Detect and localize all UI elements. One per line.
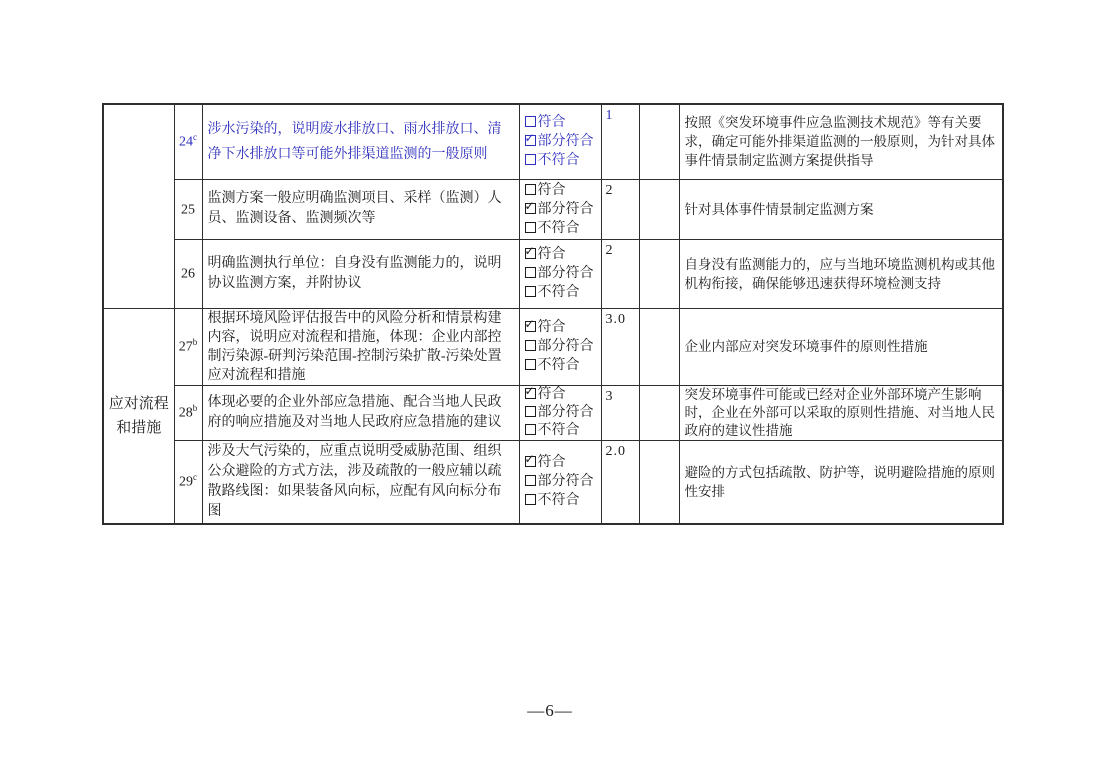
category-cell: 应对流程和措施: [103, 308, 174, 524]
row-number-text: 26: [181, 266, 195, 282]
checkbox-conform-icon: [525, 456, 536, 467]
option-partial-conform: [525, 264, 601, 283]
option-label: 部分符合: [537, 404, 594, 420]
option-nonconform: [525, 219, 601, 238]
row-number-text: 29: [179, 474, 193, 490]
score-value: 3: [601, 385, 639, 440]
option-label: 不符合: [537, 493, 580, 508]
compliance-checkbox-group: [519, 308, 601, 385]
checkbox-partial-conform-icon: [525, 406, 536, 417]
remark-text: 企业内部应对突发环境事件的原则性措施: [679, 308, 1003, 385]
checkbox-conform-icon: [525, 388, 536, 399]
checkbox-nonconform-icon: [525, 424, 536, 435]
option-conform: [525, 181, 601, 200]
option-nonconform: [525, 151, 601, 170]
option-conform: [525, 113, 601, 132]
option-label: 不符合: [537, 153, 580, 169]
checkbox-nonconform-icon: [525, 286, 536, 297]
checkbox-partial-conform-icon: [525, 340, 536, 351]
row-number: [174, 179, 202, 239]
row-number-superscript: b: [192, 403, 198, 414]
option-label: 部分符合: [537, 474, 594, 489]
row-number: [174, 385, 202, 440]
empty-cell: [639, 179, 679, 239]
option-label: 不符合: [537, 422, 580, 438]
option-label: 符合: [537, 455, 566, 470]
table-row: [103, 308, 1003, 385]
empty-cell: [639, 239, 679, 308]
item-description: 根据环境风险评估报告中的风险分析和情景构建内容，说明应对流程和措施，体现：企业内部控制污染源-研判污染范围-控制污染扩散-污染处置应对流程和措施: [202, 308, 519, 385]
option-conform: [525, 453, 601, 472]
option-label: 部分符合: [537, 339, 594, 354]
option-partial-conform: [525, 472, 601, 491]
item-description: 涉及大气污染的，应重点说明受威胁范围、组织公众避险的方式方法，涉及疏散的一般应辅以疏散路线图：如果装备风向标，应配有风向标分布图: [202, 440, 519, 524]
table-row: [103, 440, 1003, 524]
row-number-superscript: c: [193, 472, 197, 483]
option-partial-conform: [525, 200, 601, 219]
option-partial-conform: [525, 337, 601, 356]
compliance-checkbox-group: [519, 104, 601, 179]
checkbox-conform-icon: [525, 248, 536, 259]
empty-cell: [639, 440, 679, 524]
table-row: [103, 239, 1003, 308]
checkbox-conform-icon: [525, 116, 536, 127]
row-number-superscript: c: [193, 132, 197, 143]
option-label: 符合: [537, 182, 566, 198]
option-label: 符合: [537, 115, 566, 131]
checkbox-conform-icon: [525, 321, 536, 332]
score-value: 3.0: [601, 308, 639, 385]
option-nonconform: [525, 356, 601, 375]
evaluation-table: [102, 103, 1004, 525]
remark-text: 避险的方式包括疏散、防护等，说明避险措施的原则性安排: [679, 440, 1003, 524]
option-conform: [525, 245, 601, 264]
option-partial-conform: [525, 132, 601, 151]
checkbox-conform-icon: [525, 184, 536, 195]
item-description: 监测方案一般应明确监测项目、采样（监测）人员、监测设备、监测频次等: [202, 179, 519, 239]
score-value: 1: [601, 104, 639, 179]
remark-text: 针对具体事件情景制定监测方案: [679, 179, 1003, 239]
empty-cell: [639, 308, 679, 385]
item-description: 明确监测执行单位：自身没有监测能力的，说明协议监测方案，并附协议: [202, 239, 519, 308]
remark-text: 按照《突发环境事件应急监测技术规范》等有关要求，确定可能外排渠道监测的一般原则，为针对具体事件情景制定监测方案提供指导: [679, 104, 1003, 179]
checkbox-partial-conform-icon: [525, 203, 536, 214]
option-nonconform: [525, 491, 601, 510]
row-number-text: 27: [178, 339, 193, 355]
option-label: 不符合: [537, 358, 580, 373]
checkbox-partial-conform-icon: [525, 135, 536, 146]
item-description: 体现必要的企业外部应急措施、配合当地人民政府的响应措施及对当地人民政府应急措施的建议: [202, 385, 519, 440]
option-label: 不符合: [537, 285, 580, 300]
option-conform: [525, 318, 601, 337]
row-number: [174, 104, 202, 179]
option-label: 符合: [537, 247, 566, 262]
score-value: 2: [601, 179, 639, 239]
option-nonconform: [525, 283, 601, 302]
row-number: [174, 308, 202, 385]
checkbox-nonconform-icon: [525, 154, 536, 165]
option-conform: [525, 386, 601, 404]
option-label: 符合: [537, 320, 566, 335]
row-number-text: 25: [181, 202, 195, 218]
checkbox-partial-conform-icon: [525, 267, 536, 278]
compliance-checkbox-group: [519, 440, 601, 524]
option-label: 部分符合: [537, 266, 594, 281]
checkbox-nonconform-icon: [525, 222, 536, 233]
empty-cell: [639, 385, 679, 440]
compliance-checkbox-group: [519, 239, 601, 308]
evaluation-table-wrap: [102, 103, 1004, 525]
option-label: 符合: [537, 386, 566, 402]
score-value: 2: [601, 239, 639, 308]
option-label: 不符合: [537, 220, 580, 236]
row-number-text: 28: [178, 405, 193, 421]
checkbox-partial-conform-icon: [525, 475, 536, 486]
table-row: [103, 385, 1003, 440]
row-number-text: 24: [179, 135, 193, 151]
option-label: 部分符合: [537, 134, 594, 150]
row-number: [174, 440, 202, 524]
table-row: [103, 179, 1003, 239]
category-cell-continued: [103, 104, 174, 308]
option-nonconform: [525, 422, 601, 440]
item-description: 涉水污染的，说明废水排放口、雨水排放口、清净下水排放口等可能外排渠道监测的一般原则: [202, 104, 519, 179]
score-value: 2.0: [601, 440, 639, 524]
checkbox-nonconform-icon: [525, 494, 536, 505]
table-row: [103, 104, 1003, 179]
empty-cell: [639, 104, 679, 179]
compliance-checkbox-group: [519, 179, 601, 239]
option-label: 部分符合: [537, 201, 594, 217]
compliance-checkbox-group: [519, 385, 601, 440]
option-partial-conform: [525, 404, 601, 422]
remark-text: 自身没有监测能力的，应与当地环境监测机构或其他机构衔接，确保能够迅速获得环境检测支持: [679, 239, 1003, 308]
remark-text: 突发环境事件可能或已经对企业外部环境产生影响时，企业在外部可以采取的原则性措施、对当地人民政府的建议性措施: [679, 385, 1003, 440]
checkbox-nonconform-icon: [525, 359, 536, 370]
page-number: —6—: [527, 701, 573, 720]
row-number: [174, 239, 202, 308]
row-number-superscript: b: [192, 337, 198, 348]
